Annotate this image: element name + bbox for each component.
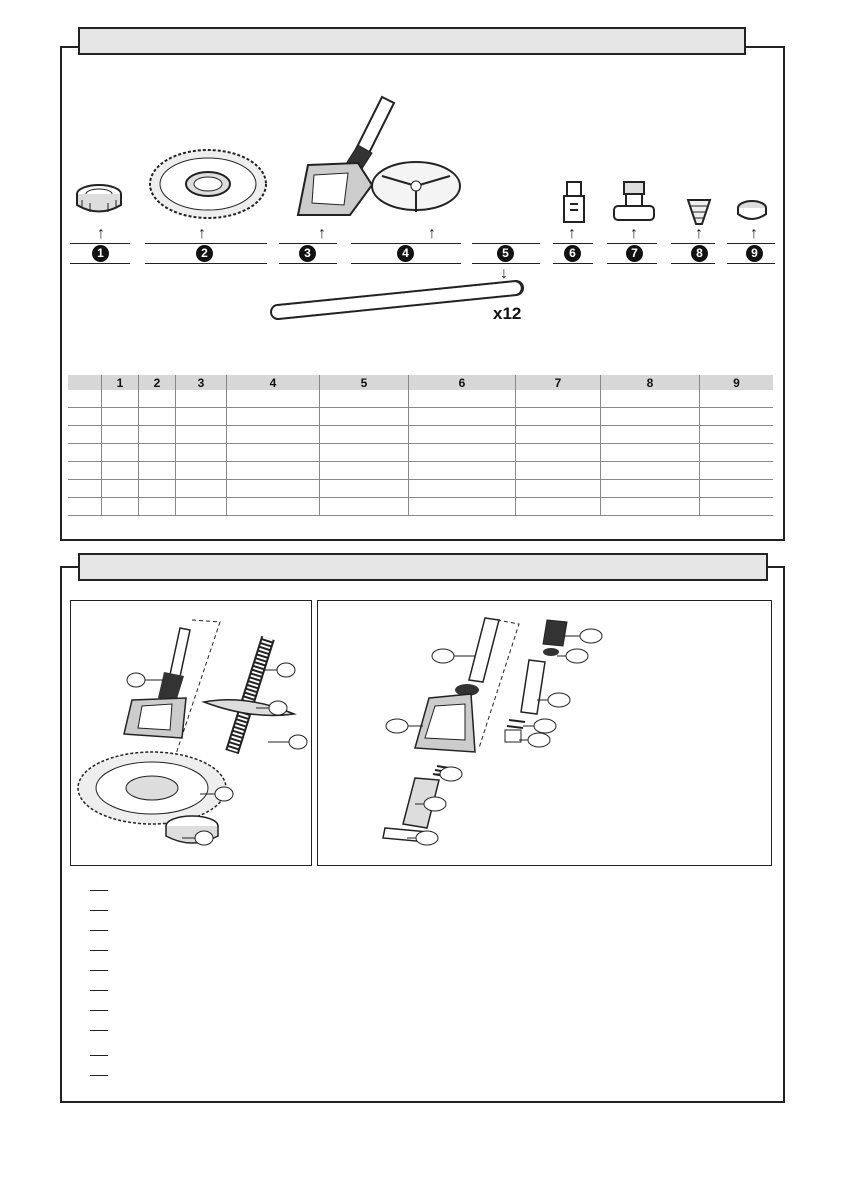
part-number-badge: 3 [299, 245, 316, 262]
deflector-disc-illustration [146, 142, 270, 224]
label-line [553, 263, 593, 264]
arrow-down-icon: ↓ [500, 265, 508, 282]
table-header: 9 [700, 375, 774, 390]
reference-line [90, 950, 108, 951]
label-line [671, 263, 715, 264]
flow-regulator-valve-illustration [612, 180, 658, 226]
table-header: 5 [320, 375, 409, 390]
parts-inventory-table [68, 375, 773, 516]
table-header: 3 [176, 375, 227, 390]
table-row [68, 498, 773, 516]
label-line [472, 263, 540, 264]
part-number-badge: 1 [92, 245, 109, 262]
label-line [671, 243, 715, 244]
label-line [70, 263, 130, 264]
label-line [145, 243, 267, 244]
hose-clip-illustration [735, 198, 769, 224]
arrow-up-icon: ↑ [198, 225, 206, 242]
assembly-diagram-right [319, 602, 768, 862]
table-row [68, 408, 773, 426]
reference-line [90, 1030, 108, 1031]
arrow-up-icon: ↑ [750, 225, 758, 242]
reference-line [90, 890, 108, 891]
reference-line [90, 1055, 108, 1056]
table-row [68, 480, 773, 498]
reference-line [90, 970, 108, 971]
table-header: 6 [409, 375, 516, 390]
assembly-diagram-left [72, 602, 308, 862]
label-line [607, 243, 657, 244]
reference-line [90, 990, 108, 991]
part-number-badge: 6 [564, 245, 581, 262]
label-line [727, 263, 775, 264]
parts-section-title-bar [78, 27, 746, 55]
label-line [145, 263, 267, 264]
table-header: 4 [227, 375, 320, 390]
part-number-badge: 4 [397, 245, 414, 262]
part-number-badge: 2 [196, 245, 213, 262]
label-line [351, 263, 461, 264]
arrow-up-icon: ↑ [568, 225, 576, 242]
table-header [68, 375, 102, 390]
arrow-up-icon: ↑ [97, 225, 105, 242]
arrow-up-icon: ↑ [428, 225, 436, 242]
label-line [727, 243, 775, 244]
cone-adaptor-illustration [686, 198, 712, 226]
label-line [553, 243, 593, 244]
arrow-up-icon: ↑ [695, 225, 703, 242]
label-line [70, 243, 130, 244]
leaf-guard-illustration [368, 158, 464, 218]
table-header: 8 [601, 375, 700, 390]
part-number-badge: 8 [691, 245, 708, 262]
table-row [68, 462, 773, 480]
label-line [279, 263, 337, 264]
table-header: 1 [102, 375, 139, 390]
table-row [68, 426, 773, 444]
adjustable-ring-illustration [70, 178, 130, 224]
part-number-badge: 7 [626, 245, 643, 262]
label-line [472, 243, 540, 244]
reference-line [90, 910, 108, 911]
hose-quantity: x12 [493, 304, 522, 323]
table-row [68, 390, 773, 408]
label-line [607, 263, 657, 264]
part-number-badge: 9 [746, 245, 763, 262]
label-line [279, 243, 337, 244]
part-number-badge: 5 [497, 245, 514, 262]
table-row [68, 444, 773, 462]
arrow-up-icon: ↑ [630, 225, 638, 242]
table-header: 7 [516, 375, 601, 390]
assembly-section-title-bar [78, 553, 768, 581]
label-line [351, 243, 461, 244]
hose-adaptor-illustration [560, 180, 588, 226]
hose-section-illustration [272, 282, 524, 322]
reference-line [90, 930, 108, 931]
arrow-up-icon: ↑ [318, 225, 326, 242]
reference-line [90, 1010, 108, 1011]
reference-line [90, 1075, 108, 1076]
table-header: 2 [139, 375, 176, 390]
